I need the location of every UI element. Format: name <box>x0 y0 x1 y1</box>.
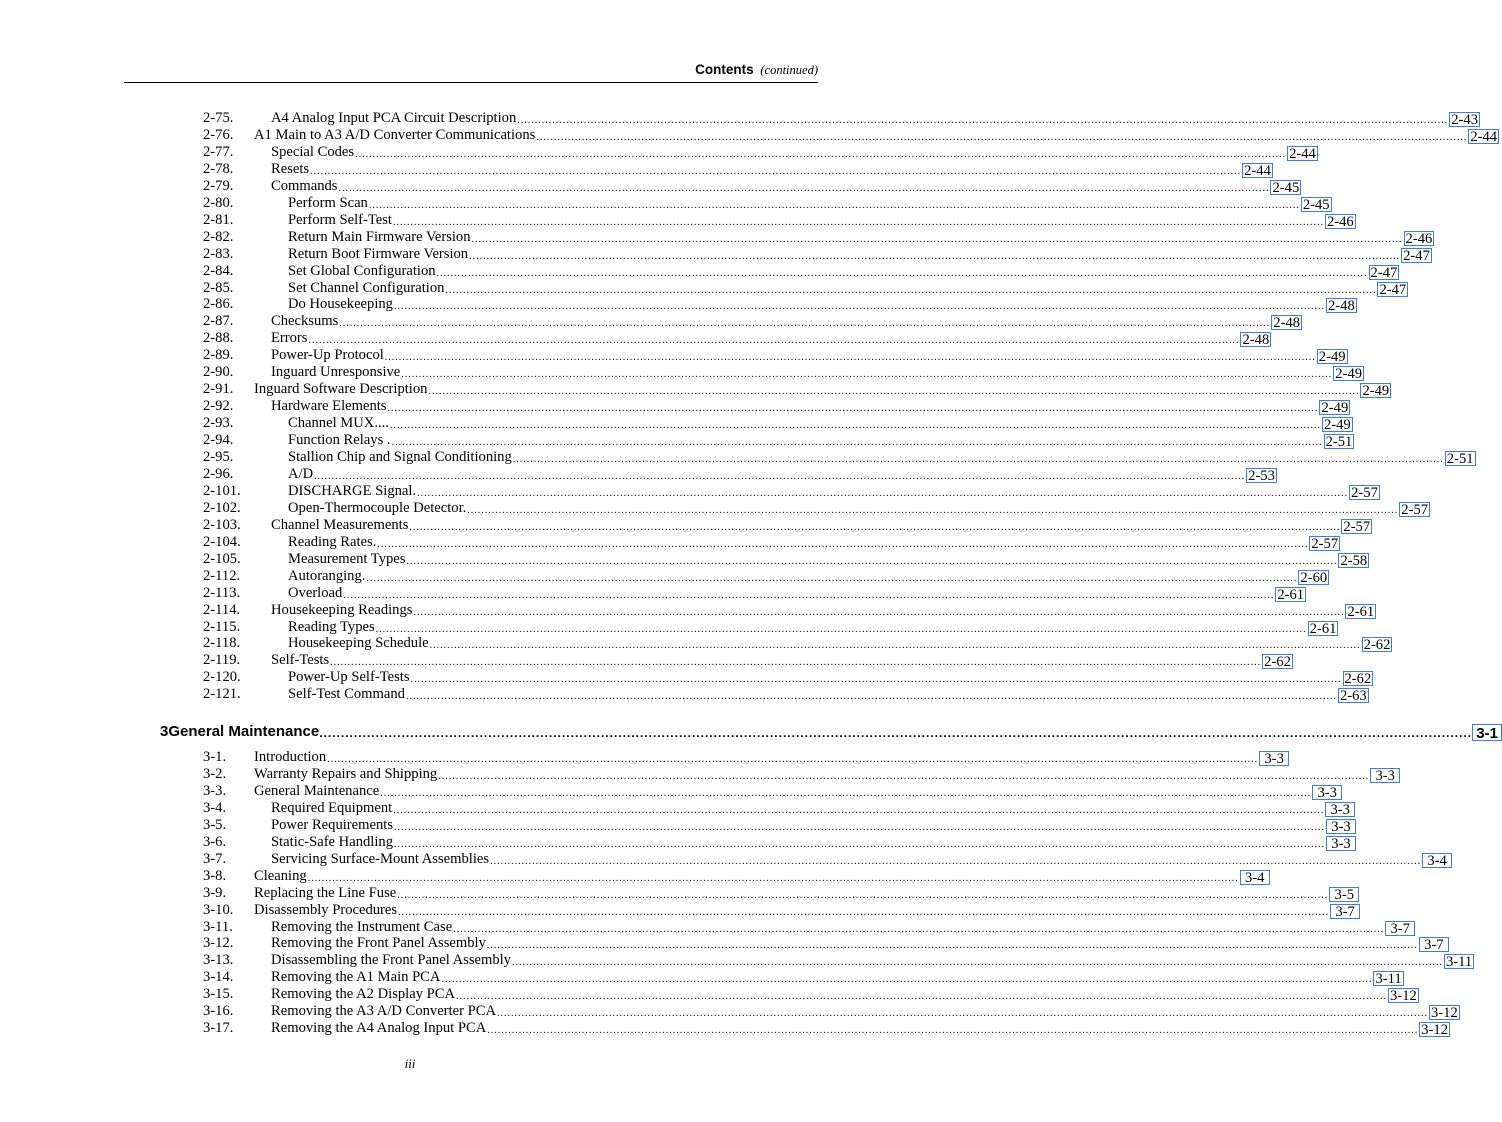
toc-entry-number: 2-86. <box>203 296 234 313</box>
toc-entry-number: 2-79. <box>203 177 234 194</box>
dot-leader: .......................................................................................................................................................................................................................................................................... <box>394 838 1325 850</box>
dot-leader: .......................................................................................................................................................................................................................................................................... <box>393 804 1325 816</box>
toc-entry-title: Introduction <box>254 749 327 765</box>
toc-entry-title: Reading Rates. <box>288 533 377 550</box>
page-link[interactable]: 2-57 <box>1351 484 1378 501</box>
toc-entry-title: Do Housekeeping <box>288 296 393 313</box>
toc-entry-title: A/D <box>288 465 314 482</box>
toc-entry-title: Static-Safe Handling <box>271 833 393 850</box>
chapter-page-link[interactable]: 3-1 <box>1472 724 1502 741</box>
page-link[interactable]: 2-62 <box>1363 637 1391 654</box>
toc-entry-number: 2-96. <box>203 465 234 482</box>
page-link[interactable]: 2-49 <box>1321 400 1349 417</box>
dot-leader: .......................................................................................................................................................................................................................................................................... <box>467 504 1399 516</box>
toc-entry-number: 2-104. <box>203 533 241 550</box>
page-link[interactable]: 2-61 <box>1309 620 1337 637</box>
toc-entry-title: Perform Self-Test <box>288 211 392 228</box>
toc-entry-title: Commands <box>271 177 338 194</box>
dot-leader: .......................................................................................................................................................................................................................................................................... <box>310 165 1242 177</box>
toc-entry-number: 2-112. <box>203 567 241 584</box>
page-link[interactable]: 2-46 <box>1326 213 1354 230</box>
toc-entry[interactable] <box>203 347 1346 366</box>
dot-leader: .......................................................................................................................................................................................................................................................................... <box>429 640 1361 652</box>
page-link[interactable]: 3-12 <box>1421 1022 1449 1039</box>
page-link[interactable]: 3-3 <box>1326 836 1356 851</box>
toc-entry[interactable] <box>203 449 1474 467</box>
dot-leader: .......................................................................................................................................................................................................................................................................... <box>314 470 1246 482</box>
toc-entry[interactable] <box>203 749 1284 767</box>
page-link[interactable]: 2-44 <box>1470 128 1498 145</box>
dot-leader: .......................................................................................................................................................................................................................................................................... <box>387 403 1319 415</box>
toc-entry[interactable] <box>203 833 1351 852</box>
page-link[interactable]: 2-53 <box>1248 467 1275 484</box>
toc-entry[interactable] <box>203 652 1291 671</box>
toc-entry[interactable] <box>203 160 1271 179</box>
toc-entry[interactable] <box>203 533 1339 552</box>
toc-entry-title: Servicing Surface-Mount Assemblies <box>271 850 490 867</box>
page-link[interactable]: 2-61 <box>1277 586 1305 603</box>
page-link[interactable]: 2-60 <box>1300 569 1328 586</box>
toc-entry-number: 3-7. <box>203 850 227 867</box>
toc-entry-title: Special Codes <box>271 143 355 160</box>
toc-entry-number: 2-83. <box>203 245 234 262</box>
toc-entry[interactable] <box>203 550 1368 569</box>
toc-entry[interactable] <box>203 330 1270 349</box>
dot-leader: .......................................................................................................................................................................................................................................................................... <box>486 940 1418 952</box>
toc-entry-number: 3-12. <box>203 935 234 952</box>
page-link[interactable]: 3-7 <box>1419 937 1449 952</box>
toc-entry-number: 2-105. <box>203 550 241 567</box>
page-link[interactable]: 2-62 <box>1344 671 1372 688</box>
toc-entry-number: 3-1. <box>203 749 227 765</box>
toc-chapter-heading[interactable] <box>160 722 1498 742</box>
toc-entry-number: 2-120. <box>203 669 241 686</box>
dot-leader: .......................................................................................................................................................................................................................................................................... <box>410 674 1342 686</box>
page-link[interactable]: 2-49 <box>1362 383 1390 400</box>
page-link[interactable]: 3-4 <box>1422 853 1452 868</box>
toc-entry[interactable] <box>203 279 1407 298</box>
toc-entry[interactable] <box>203 177 1300 196</box>
page-link[interactable]: 2-48 <box>1327 298 1355 315</box>
toc-entry-number: 2-88. <box>203 330 234 347</box>
toc-entry[interactable] <box>203 126 1498 145</box>
dot-leader: .......................................................................................................................................................................................................................................................................... <box>496 1008 1428 1020</box>
toc-entry[interactable] <box>203 765 1395 784</box>
page-link[interactable]: 3-7 <box>1385 921 1415 936</box>
toc-entry[interactable] <box>203 884 1354 903</box>
toc-entry-title: Removing the A4 Analog Input PCA <box>271 1020 487 1037</box>
chapter-number: 3 <box>160 723 169 740</box>
toc-entry[interactable] <box>203 686 1367 705</box>
toc-entry-title: Return Main Firmware Version <box>288 228 471 245</box>
page-link[interactable]: 2-51 <box>1446 451 1474 467</box>
toc-entry[interactable] <box>203 635 1391 654</box>
toc-entry-title: General Maintenance <box>254 782 380 799</box>
toc-entry-number: 2-94. <box>203 432 234 449</box>
toc-entry[interactable] <box>203 432 1353 451</box>
toc-entry[interactable] <box>203 618 1337 637</box>
toc-entry-number: 2-77. <box>203 143 234 160</box>
page-link[interactable]: 3-3 <box>1370 768 1400 783</box>
toc-entry-number: 2-87. <box>203 313 234 330</box>
toc-entry[interactable] <box>203 901 1355 920</box>
toc-entry-title: Self-Tests <box>271 652 330 669</box>
page-link[interactable]: 2-47 <box>1379 281 1407 298</box>
toc-entry-title: Cleaning <box>254 867 307 884</box>
page-link[interactable]: 3-3 <box>1312 785 1342 800</box>
toc-entry-title: Perform Scan <box>288 194 368 211</box>
page-link[interactable]: 3-11 <box>1445 954 1473 971</box>
toc-entry-number: 3-17. <box>203 1020 234 1037</box>
page-link[interactable]: 2-44 <box>1289 145 1316 162</box>
toc-entry[interactable] <box>203 364 1363 383</box>
dot-leader: .......................................................................................................................................................................................................................................................................... <box>384 352 1316 364</box>
toc-entry-title: Removing the Instrument Case <box>271 918 453 935</box>
dot-leader: .......................................................................................................................................................................................................................................................................... <box>436 267 1368 279</box>
page-link[interactable]: 2-63 <box>1339 688 1367 705</box>
dot-leader: .......................................................................................................................................................................................................................................................................... <box>512 454 1444 465</box>
toc-entry-number: 2-93. <box>203 415 234 432</box>
toc-entry-number: 3-9. <box>203 884 227 901</box>
toc-entry-title: Autoranging. <box>288 567 366 584</box>
toc-entry-number: 3-6. <box>203 833 227 850</box>
toc-entry-title: Reading Types <box>288 618 375 635</box>
toc-entry[interactable] <box>203 1020 1449 1039</box>
toc-entry-number: 3-2. <box>203 765 227 782</box>
page-link[interactable]: 3-12 <box>1390 988 1417 1005</box>
page-link[interactable]: 3-4 <box>1240 870 1270 885</box>
toc-entry-title: Self-Test Command <box>288 686 405 703</box>
toc-entry-number: 3-16. <box>203 1003 234 1020</box>
dot-leader: .......................................................................................................................................................................................................................................................................... <box>397 889 1329 901</box>
toc-entry-number: 2-95. <box>203 449 234 465</box>
toc-entry[interactable] <box>203 867 1265 886</box>
dot-leader: .......................................................................................................................................................................................................................................................................... <box>393 301 1325 313</box>
toc-entry-number: 2-121. <box>203 686 241 703</box>
page-link[interactable]: 2-57 <box>1401 501 1429 518</box>
toc-entry-number: 3-11. <box>203 918 233 935</box>
toc-entry-title: A1 Main to A3 A/D Converter Communications <box>254 126 536 143</box>
toc-entry-number: 3-4. <box>203 799 227 816</box>
dot-leader: .......................................................................................................................................................................................................................................................................... <box>389 420 1321 432</box>
toc-entry-number: 2-91. <box>203 381 234 398</box>
toc-entry-title: Housekeeping Schedule <box>288 635 429 652</box>
dot-leader: .......................................................................................................................................................................................................................................................................... <box>392 216 1324 228</box>
toc-entry[interactable] <box>203 262 1398 281</box>
toc-entry-title: Stallion Chip and Signal Conditioning <box>288 449 512 465</box>
toc-entry[interactable] <box>203 482 1378 501</box>
toc-entry-number: 2-75. <box>203 110 234 126</box>
toc-entry[interactable] <box>203 952 1473 971</box>
toc-entry-number: 3-5. <box>203 816 227 833</box>
toc-entry[interactable] <box>203 381 1390 400</box>
page-link[interactable]: 2-57 <box>1311 535 1339 552</box>
toc-entry-title: Disassembling the Front Panel Assembly <box>271 952 511 969</box>
toc-entry-number: 2-118. <box>203 635 241 652</box>
dot-leader: .......................................................................................................................................................................................................................................................................... <box>338 182 1270 194</box>
toc-entry-title: Removing the A3 A/D Converter PCA <box>271 1003 496 1020</box>
toc-entry-number: 2-119. <box>203 652 241 669</box>
toc-entry-title: Disassembly Procedures <box>254 901 398 918</box>
toc-entry-title: Inguard Software Description <box>254 381 428 398</box>
dot-leader: .......................................................................................................................................................................................................................................................................... <box>413 606 1345 618</box>
toc-entry[interactable] <box>203 415 1351 434</box>
running-header <box>695 62 818 78</box>
toc-entry[interactable] <box>203 499 1429 518</box>
toc-entry-title: Removing the Front Panel Assembly <box>271 935 486 952</box>
dot-leader: .......................................................................................................................................................................................................................................................................... <box>406 555 1338 567</box>
dot-leader: .......................................................................................................................................................................................................................................................................... <box>355 148 1287 160</box>
toc-entry[interactable] <box>203 799 1350 818</box>
page-link[interactable]: 2-45 <box>1302 196 1330 213</box>
dot-leader: .......................................................................................................................................................................................................................................................................... <box>330 657 1262 669</box>
header-subtitle: (continued) <box>760 63 818 77</box>
dot-leader: .......................................................................................................................................................................................................................................................................... <box>487 1025 1419 1037</box>
dot-leader: .......................................................................................................................................................................................................................................................................... <box>490 855 1422 867</box>
toc-entry[interactable] <box>203 567 1328 586</box>
toc-entry-number: 3-10. <box>203 901 234 918</box>
dot-leader: .......................................................................................................................................................................................................................................................................... <box>405 691 1337 703</box>
page-link[interactable]: 2-48 <box>1273 315 1301 332</box>
toc-entry[interactable] <box>203 986 1417 1005</box>
page-link[interactable]: 2-47 <box>1370 264 1398 281</box>
toc-entry[interactable] <box>203 110 1479 128</box>
toc-entry[interactable] <box>203 313 1301 332</box>
dot-leader: .......................................................................................................................................................................................................................................................................... <box>453 923 1385 935</box>
dot-leader: .......................................................................................................................................................................................................................................................................... <box>319 726 1473 740</box>
toc-entry-title: Set Channel Configuration <box>288 279 445 296</box>
toc-entry-title: Removing the A2 Display PCA <box>271 986 456 1003</box>
dot-leader: .......................................................................................................................................................................................................................................................................... <box>438 770 1370 782</box>
toc-entry-title: Inguard Unresponsive <box>271 364 401 381</box>
dot-leader: .......................................................................................................................................................................................................................................................................... <box>343 589 1275 601</box>
toc-entry-number: 2-101. <box>203 482 241 499</box>
page-link[interactable]: 2-49 <box>1335 366 1363 383</box>
toc-entry-number: 2-103. <box>203 516 241 533</box>
toc-entry[interactable] <box>203 1003 1458 1022</box>
dot-leader: .......................................................................................................................................................................................................................................................................... <box>339 318 1271 330</box>
dot-leader: .......................................................................................................................................................................................................................................................................... <box>409 521 1341 533</box>
toc-entry[interactable] <box>203 918 1410 937</box>
dot-leader: .......................................................................................................................................................................................................................................................................... <box>469 250 1401 262</box>
toc-entry[interactable] <box>203 669 1372 688</box>
toc-entry-title: Return Boot Firmware Version <box>288 245 469 262</box>
page-link[interactable]: 2-62 <box>1264 654 1291 671</box>
toc-entry-number: 2-78. <box>203 160 234 177</box>
dot-leader: .......................................................................................................................................................................................................................................................................... <box>380 787 1312 799</box>
toc-entry[interactable] <box>203 143 1316 162</box>
dot-leader: .......................................................................................................................................................................................................................................................................... <box>368 199 1300 211</box>
page-link[interactable]: 3-3 <box>1259 751 1289 766</box>
page-link[interactable]: 2-47 <box>1403 247 1430 264</box>
dot-leader: .......................................................................................................................................................................................................................................................................... <box>428 386 1360 398</box>
toc-entry[interactable] <box>203 935 1444 954</box>
toc-entry-number: 3-15. <box>203 986 234 1003</box>
toc-entry-number: 3-14. <box>203 969 234 986</box>
page-link[interactable]: 2-61 <box>1347 603 1375 620</box>
toc-entry-number: 3-13. <box>203 952 234 969</box>
toc-entry-title: Hardware Elements <box>271 398 387 415</box>
dot-leader: .......................................................................................................................................................................................................................................................................... <box>456 991 1388 1003</box>
toc-entry-title: Checksums <box>271 313 339 330</box>
toc-entry[interactable] <box>203 398 1349 417</box>
dot-leader: .......................................................................................................................................................................................................................................................................... <box>398 906 1330 918</box>
page-link[interactable]: 2-51 <box>1325 434 1353 451</box>
toc-entry-title: Open-Thermocouple Detector. <box>288 499 467 516</box>
toc-entry-number: 2-81. <box>203 211 234 228</box>
page-link[interactable]: 2-43 <box>1451 112 1479 128</box>
page-link[interactable]: 2-49 <box>1318 349 1346 366</box>
dot-leader: .......................................................................................................................................................................................................................................................................... <box>445 284 1377 296</box>
toc-entry-number: 2-82. <box>203 228 234 245</box>
page-link[interactable]: 3-7 <box>1330 904 1360 919</box>
chapter-title: General Maintenance <box>168 723 320 740</box>
page-link[interactable]: 3-3 <box>1326 819 1356 834</box>
dot-leader: .......................................................................................................................................................................................................................................................................... <box>375 623 1307 635</box>
toc-entry[interactable] <box>203 194 1330 213</box>
toc-entry-number: 2-92. <box>203 398 234 415</box>
toc-entry-title: Replacing the Line Fuse <box>254 884 397 901</box>
toc-entry-title: Power-Up Self-Tests <box>288 669 410 686</box>
toc-entry-title: Set Global Configuration <box>288 262 436 279</box>
toc-entry-title: Power-Up Protocol <box>271 347 384 364</box>
toc-entry-title: DISCHARGE Signal. <box>288 482 417 499</box>
toc-entry[interactable] <box>203 850 1447 869</box>
toc-entry-title: Overload <box>288 584 343 601</box>
toc-entry[interactable] <box>203 782 1337 801</box>
dot-leader: .......................................................................................................................................................................................................................................................................... <box>307 872 1239 884</box>
toc-entry[interactable] <box>203 816 1351 835</box>
toc-entry-number: 2-90. <box>203 364 234 381</box>
toc-entry[interactable] <box>203 296 1355 315</box>
toc-entry-number: 2-76. <box>203 126 234 143</box>
toc-entry-title: Channel MUX.... <box>288 415 389 432</box>
toc-entry-title: Warranty Repairs and Shipping <box>254 765 438 782</box>
toc-entry-title: Required Equipment <box>271 799 393 816</box>
toc-entry[interactable] <box>203 516 1371 535</box>
toc-entry[interactable] <box>203 245 1430 264</box>
toc-entry-number: 2-115. <box>203 618 241 635</box>
header-title: Contents <box>695 62 754 77</box>
toc-entry-number: 3-3. <box>203 782 227 799</box>
toc-entry[interactable] <box>203 601 1375 620</box>
toc-entry-title: Function Relays . <box>288 432 391 449</box>
toc-entry-title: Removing the A1 Main PCA <box>271 969 441 986</box>
dot-leader: .......................................................................................................................................................................................................................................................................... <box>327 754 1259 765</box>
toc-entry-title: Errors <box>271 330 308 347</box>
dot-leader: .......................................................................................................................................................................................................................................................................... <box>366 572 1298 584</box>
page-link[interactable]: 3-12 <box>1430 1005 1458 1022</box>
dot-leader: .......................................................................................................................................................................................................................................................................... <box>441 974 1373 986</box>
dot-leader: .......................................................................................................................................................................................................................................................................... <box>401 369 1333 381</box>
toc-entry-title: Power Requirements <box>271 816 393 833</box>
toc-entry-title: Resets <box>271 160 310 177</box>
toc-entry-number: 2-80. <box>203 194 234 211</box>
toc-entry-number: 3-8. <box>203 867 227 884</box>
toc-entry-number: 2-84. <box>203 262 234 279</box>
toc-entry[interactable] <box>203 228 1433 247</box>
toc-entry-title: Housekeeping Readings <box>271 601 413 618</box>
toc-entry[interactable] <box>203 211 1354 230</box>
dot-leader: .......................................................................................................................................................................................................................................................................... <box>471 233 1403 245</box>
toc-entry-number: 2-114. <box>203 601 241 618</box>
page-link[interactable]: 3-3 <box>1325 802 1355 817</box>
dot-leader: .......................................................................................................................................................................................................................................................................... <box>517 115 1449 126</box>
page-link[interactable]: 2-45 <box>1272 179 1300 196</box>
page-link[interactable]: 2-49 <box>1323 417 1351 434</box>
toc-entry-title: Measurement Types <box>288 550 406 567</box>
dot-leader: .......................................................................................................................................................................................................................................................................... <box>536 131 1468 143</box>
page-link[interactable]: 2-57 <box>1343 518 1371 535</box>
dot-leader: .......................................................................................................................................................................................................................................................................... <box>377 538 1309 550</box>
toc-entry-number: 2-85. <box>203 279 234 296</box>
toc-entry-number: 2-102. <box>203 499 241 516</box>
toc-entry[interactable] <box>203 584 1305 603</box>
toc-entry[interactable] <box>203 465 1275 484</box>
dot-leader: .......................................................................................................................................................................................................................................................................... <box>417 487 1349 499</box>
header-rule <box>124 82 818 83</box>
toc-entry-number: 2-89. <box>203 347 234 364</box>
page-link[interactable]: 2-44 <box>1244 162 1271 179</box>
toc-entry-number: 2-113. <box>203 584 241 601</box>
dot-leader: .......................................................................................................................................................................................................................................................................... <box>308 335 1240 347</box>
page-link[interactable]: 2-58 <box>1340 552 1368 569</box>
toc-entry[interactable] <box>203 969 1402 988</box>
page-link[interactable]: 3-5 <box>1329 887 1359 902</box>
dot-leader: .......................................................................................................................................................................................................................................................................... <box>391 437 1323 449</box>
page-link[interactable]: 2-48 <box>1242 332 1270 349</box>
toc-entry-title: A4 Analog Input PCA Circuit Description <box>271 110 517 126</box>
page-number: iii <box>404 1056 416 1071</box>
page-link[interactable]: 3-11 <box>1375 971 1402 988</box>
toc-entry-title: Channel Measurements <box>271 516 409 533</box>
page-link[interactable]: 2-46 <box>1405 230 1433 247</box>
dot-leader: .......................................................................................................................................................................................................................................................................... <box>394 821 1325 833</box>
dot-leader: .......................................................................................................................................................................................................................................................................... <box>511 957 1443 969</box>
